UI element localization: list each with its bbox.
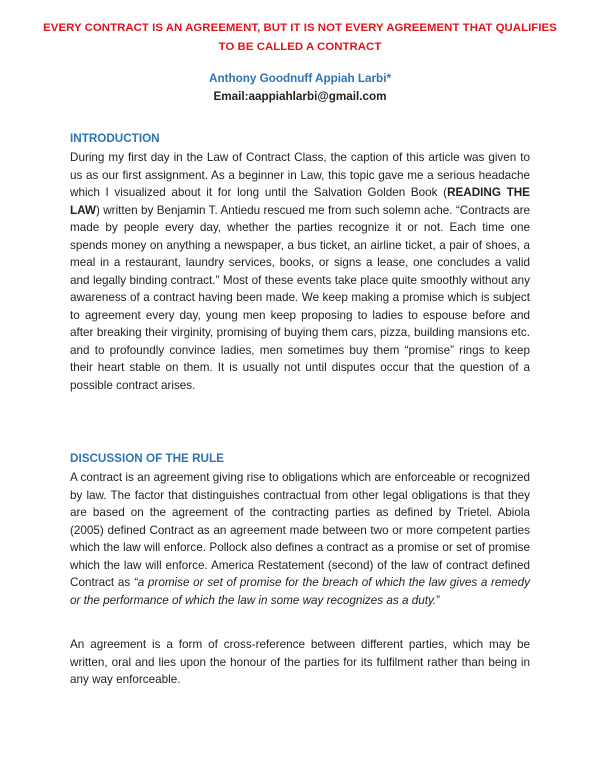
discussion-heading: DISCUSSION OF THE RULE: [70, 452, 224, 465]
discussion-paragraph-1: [70, 469, 530, 609]
introduction-text-part1: During my first day in the Law of Contract Class, the caption of this article was given to us as our first assignment. As a beginner in Law, this topic gave me a serious headache which I visualized about it for long until the Salvation Golden Book (: [70, 151, 530, 199]
book-title-bold: READING THE LAW: [70, 186, 530, 217]
introduction-paragraph: [70, 149, 530, 394]
discussion-text-part1: A contract is an agreement giving rise to obligations which are enforceable or recognized by law. The factor that distinguishes contractual from other legal obligations is that they are based on the agreement of the contracting parties as defined by Trietel. Abiola (2005) defined Contract as an agreement made between two or more competent parties which the law will enforce. Pollock also defines a contract as a promise or set of promise which the law will enforce. America Restatement (second) of the law of contract defined Contract as: [70, 471, 530, 589]
author-email: Email:aappiahlarbi@gmail.com: [213, 90, 387, 103]
introduction-heading: INTRODUCTION: [70, 132, 160, 145]
article-title: EVERY CONTRACT IS AN AGREEMENT, BUT IT IS NOT EVERY AGREEMENT THAT QUALIFIES TO BE CALLED A CONTRACT: [43, 22, 557, 53]
discussion-text-part2: ”: [436, 593, 441, 607]
restatement-quote-italic: “a promise or set of promise for the breach of which the law gives a remedy or the performance of which the law in some way recognizes as a duty.: [70, 576, 530, 607]
introduction-text-part2: ) written by Benjamin T. Antiedu rescued me from such solemn ache. “Contracts are made by people every day, whether the parties recognize it or not. Each time one spends money on anything a newspaper, a bus ticket, an airline ticket, a pair of shoes, a meal in a restaurant, laundry services, books, or signs a lease, one concludes a valid and legally binding contract.” Most of these events take place quite smoothly without any awareness of a contract having been made. We keep making a promise which is subject to agreement every day, young men keep proposing to ladies to espouse before and after breaking their virginity, promising of buying them cars, pizza, building mansions etc. and to profoundly convince ladies, men sometimes buy them “promise” rings to keep their heart stable on them. It is usually not until disputes occur that the question of a possible contract arises.: [70, 203, 530, 392]
author-name: Anthony Goodnuff Appiah Larbi*: [209, 72, 391, 85]
discussion-paragraph-2: An agreement is a form of cross-reference between different parties, which may be written, oral and lies upon the honour of the parties for its fulfilment rather than being in any way enforceable.: [70, 638, 530, 686]
